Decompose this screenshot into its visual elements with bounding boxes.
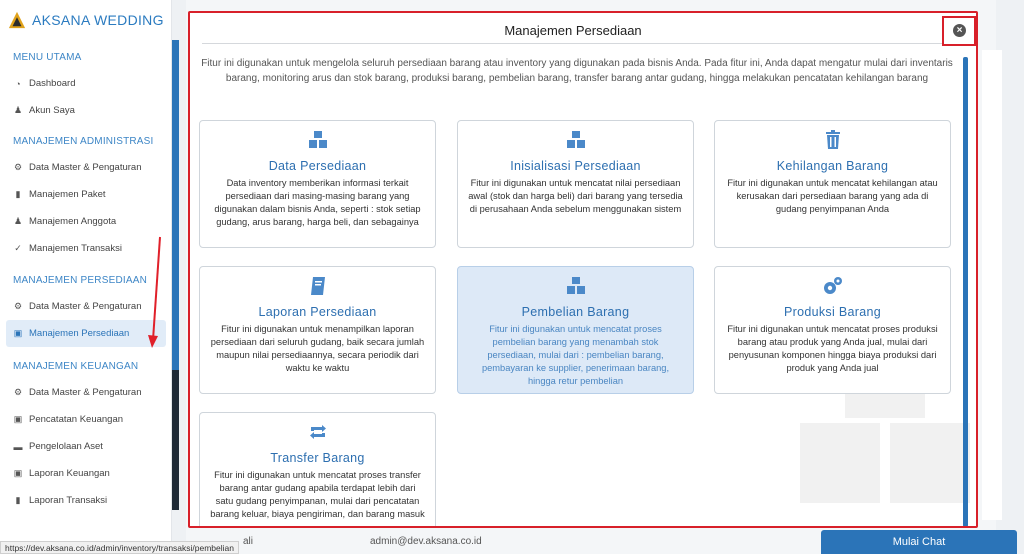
menu-section-title: MENU UTAMA: [13, 52, 82, 63]
card-description: Fitur ini digunakan untuk mencatat nilai persediaan awal (stok dan harga beli) dari barang yang tersedia di perusahaan Anda sebelum menggunakan sistem: [468, 178, 683, 214]
card-title: Data Persediaan: [268, 159, 367, 173]
sidebar-item-label: Pengelolaan Aset: [29, 441, 103, 452]
sidebar-item-laporan-transaksi[interactable]: [0, 487, 172, 514]
card-description: Fitur ini digunakan untuk mencatat proses transfer barang antar gudang apabila terdapat lebih dari satu gudang penyimpanan, mulai dari pencatatan barang keluar, biaya pengiriman, dan barang masuk: [210, 470, 425, 519]
sidebar-item-pencatatan-keuangan[interactable]: [0, 406, 172, 433]
cubes-icon: [565, 130, 587, 150]
money-icon: ▣: [13, 468, 23, 478]
card-kehilangan-barang[interactable]: [714, 120, 951, 248]
card-description: Fitur ini digunakan untuk mencatat proses pembelian barang yang menambah stok persediaan, mulai dari : pembelian barang, pembayaran ke supplier, penerimaan barang, hingga retur pembelian: [481, 324, 670, 386]
sidebar-item-label: Data Master & Pengaturan: [29, 162, 142, 173]
retweet-icon: [307, 422, 329, 442]
close-button[interactable]: [942, 16, 976, 46]
card-title: Inisialisasi Persediaan: [510, 159, 641, 173]
sidebar-item-label: Manajemen Transaksi: [29, 243, 122, 254]
sidebar-item-pengelolaan-aset[interactable]: [0, 433, 172, 460]
menu-section-title: MANAJEMEN KEUANGAN: [13, 361, 139, 372]
gear-icon: ⚙: [13, 301, 23, 311]
modal-scrollbar[interactable]: [963, 57, 968, 527]
card-produksi-barang[interactable]: [714, 266, 951, 394]
inventory-modal: [188, 11, 978, 528]
card-laporan-persediaan[interactable]: [199, 266, 436, 394]
gear-icon: ⚙: [13, 162, 23, 172]
sidebar-item-label: Laporan Keuangan: [29, 468, 110, 479]
trash-icon: [822, 130, 844, 150]
hdd-icon: ▬: [13, 441, 23, 452]
card-description: Fitur ini digunakan untuk mencatat kehilangan atau kerusakan dari persediaan barang yang ada di gudang penyimpanan Anda: [727, 178, 938, 214]
card-data-persediaan[interactable]: [199, 120, 436, 248]
sidebar-item-label: Data Master & Pengaturan: [29, 301, 142, 312]
sidebar-item-laporan-keuangan[interactable]: [0, 460, 172, 487]
cubes-icon: [565, 276, 587, 296]
sidebar-scrollbar-thumb[interactable]: [172, 370, 179, 510]
sidebar-item-admin-master[interactable]: [0, 154, 172, 181]
sidebar-item-manajemen-paket[interactable]: [0, 181, 172, 208]
card-title: Transfer Barang: [270, 451, 365, 465]
dashboard-icon: ◔: [15, 78, 21, 89]
book-icon: ▮: [15, 495, 21, 505]
background-card: [982, 50, 1002, 520]
sidebar-item-manajemen-anggota[interactable]: [0, 208, 172, 235]
sidebar-item-label: Dashboard: [29, 78, 76, 89]
cogs-icon: [822, 276, 844, 296]
card-title: Laporan Persediaan: [258, 305, 377, 319]
card-title: Kehilangan Barang: [776, 159, 889, 173]
start-chat-button[interactable]: Mulai Chat: [821, 530, 1017, 554]
card-transfer-barang[interactable]: [199, 412, 436, 528]
background-footer-email: admin@dev.aksana.co.id: [370, 536, 482, 547]
status-bar-url: https://dev.aksana.co.id/admin/inventory/transaksi/pembelian: [0, 541, 239, 554]
book-icon: ▮: [15, 189, 21, 199]
card-description: Fitur ini digunakan untuk menampilkan laporan persediaan dari seluruh gudang, baik secara jumlah maupun nilai persediaannya, secara periodik dari waktu ke waktu: [210, 324, 425, 373]
menu-section-title: MANAJEMEN PERSEDIAAN: [13, 275, 148, 286]
gear-icon: ⚙: [13, 387, 23, 397]
title-divider: [202, 43, 956, 44]
sidebar-item-dashboard[interactable]: [0, 70, 172, 97]
book-icon: [307, 276, 329, 296]
sidebar-item-label: Manajemen Persediaan: [29, 328, 130, 339]
card-description: Data inventory memberikan informasi terkait persediaan dari masing-masing barang yang digunakan dalam bisnis Anda, seperti : stok setiap gudang, arus barang, harga beli, dan sebagainya: [214, 178, 421, 227]
sidebar-item-label: Akun Saya: [29, 105, 75, 116]
card-title: Pembelian Barang: [521, 305, 630, 319]
modal-intro: Fitur ini digunakan untuk mengelola seluruh persediaan barang atau inventory yang digunakan pada bisnis Anda. Pada fitur ini, Anda dapat mengatur mulai dari inventaris barang, monitoring arus dan stok barang, produksi barang, pembelian barang, transfer barang antar gudang, hingga melakukan pencatatan kehilangan barang: [201, 58, 953, 84]
boxes-icon: ▣: [13, 328, 23, 338]
sidebar-item-label: Manajemen Anggota: [29, 216, 117, 227]
sidebar-item-label: Pencatatan Keuangan: [29, 414, 124, 425]
sidebar-item-label: Laporan Transaksi: [29, 495, 108, 506]
brand-name: AKSANA WEDDING: [32, 12, 164, 28]
user-icon: ♟: [13, 105, 23, 115]
brand[interactable]: [0, 0, 171, 40]
money-icon: ▣: [13, 414, 23, 424]
card-pembelian-barang[interactable]: [457, 266, 694, 394]
cart-icon: ✓: [14, 243, 22, 253]
card-description: Fitur ini digunakan untuk mencatat proses produksi barang atau produk yang Anda jual, mulai dari penyusunan komponen hingga biaya produksi dari produk yang Anda jual: [727, 324, 938, 373]
background-footer-name: ali: [243, 536, 254, 547]
card-inisialisasi-persediaan[interactable]: [457, 120, 694, 248]
sidebar-item-label: Manajemen Paket: [29, 189, 106, 200]
sidebar-item-label: Data Master & Pengaturan: [29, 387, 142, 398]
menu-section-title: MANAJEMEN ADMINISTRASI: [13, 136, 154, 147]
modal-title: Manajemen Persediaan: [504, 23, 642, 38]
sidebar-item-keuangan-master[interactable]: [0, 379, 172, 406]
close-icon: ×: [953, 24, 966, 37]
cubes-icon: [307, 130, 329, 150]
brand-logo-icon: [8, 11, 26, 29]
card-title: Produksi Barang: [784, 305, 881, 319]
annotation-arrow-icon: [140, 235, 170, 350]
sidebar-item-akun-saya[interactable]: [0, 97, 172, 124]
users-icon: ♟: [13, 216, 23, 226]
